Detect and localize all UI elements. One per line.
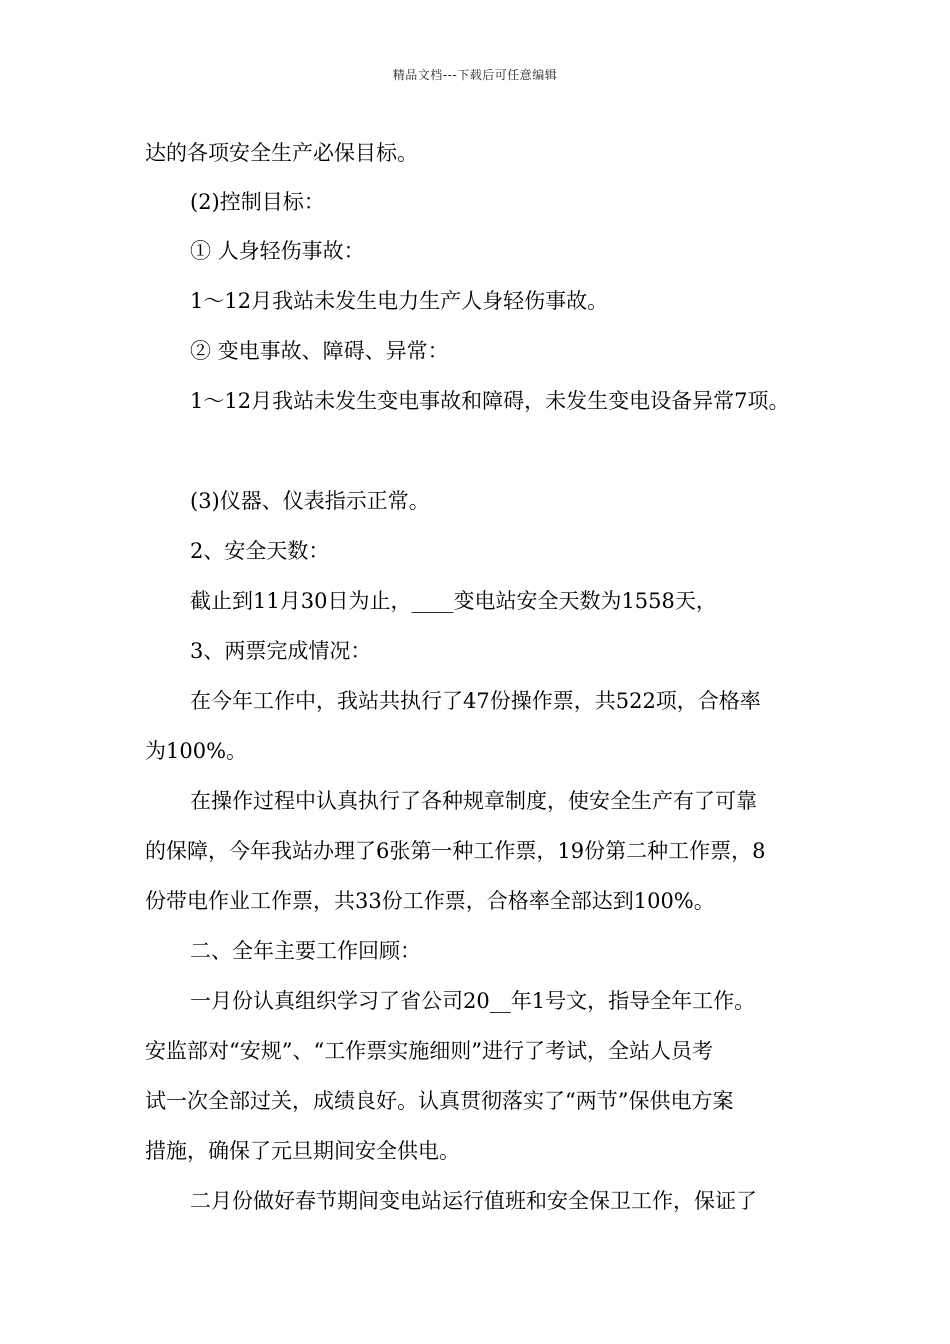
paragraph-line: 二、全年主要工作回顾： (190, 939, 421, 963)
paragraph-line: 3、两票完成情况： (190, 639, 372, 663)
paragraph-line: (3)仪器、仪表指示正常。 (190, 489, 430, 513)
paragraph-line: ① 人身轻伤事故： (190, 239, 365, 263)
page-header: 精品文档---下载后可任意编辑 (392, 68, 558, 82)
paragraph-line: ② 变电事故、障碍、异常： (190, 339, 449, 363)
paragraph-line: 措施，确保了元旦期间安全供电。 (145, 1139, 460, 1163)
paragraph-line: 份带电作业工作票，共33份工作票，合格率全部达到100%。 (145, 889, 715, 913)
paragraph-line: 试一次全部过关，成绩良好。认真贯彻落实了“两节”保供电方案 (145, 1089, 734, 1113)
paragraph-line: 在今年工作中，我站共执行了47份操作票，共522项，合格率 (190, 689, 761, 713)
paragraph-line: (2)控制目标： (190, 190, 325, 214)
paragraph-line: 在操作过程中认真执行了各种规章制度，使安全生产有了可靠 (190, 789, 757, 813)
paragraph-line: 2、安全天数： (190, 539, 330, 563)
paragraph-line: 二月份做好春节期间变电站运行值班和安全保卫工作，保证了 (190, 1189, 757, 1213)
paragraph-line: 达的各项安全生产必保目标。 (145, 141, 418, 165)
paragraph-line: 的保障，今年我站办理了6张第一种工作票，19份第二种工作票，8 (145, 839, 766, 863)
paragraph-line: 一月份认真组织学习了省公司20__年1号文，指导全年工作。 (190, 989, 756, 1013)
paragraph-line: 1～12月我站未发生电力生产人身轻伤事故。 (190, 289, 609, 313)
paragraph-line: 截止到11月30日为止，____变电站安全天数为1558天， (190, 589, 717, 613)
paragraph-line: 1～12月我站未发生变电事故和障碍，未发生变电设备异常7项。 (190, 389, 790, 413)
paragraph-line: 为100%。 (145, 739, 248, 763)
paragraph-line: 安监部对“安规”、“工作票实施细则”进行了考试，全站人员考 (145, 1039, 713, 1063)
